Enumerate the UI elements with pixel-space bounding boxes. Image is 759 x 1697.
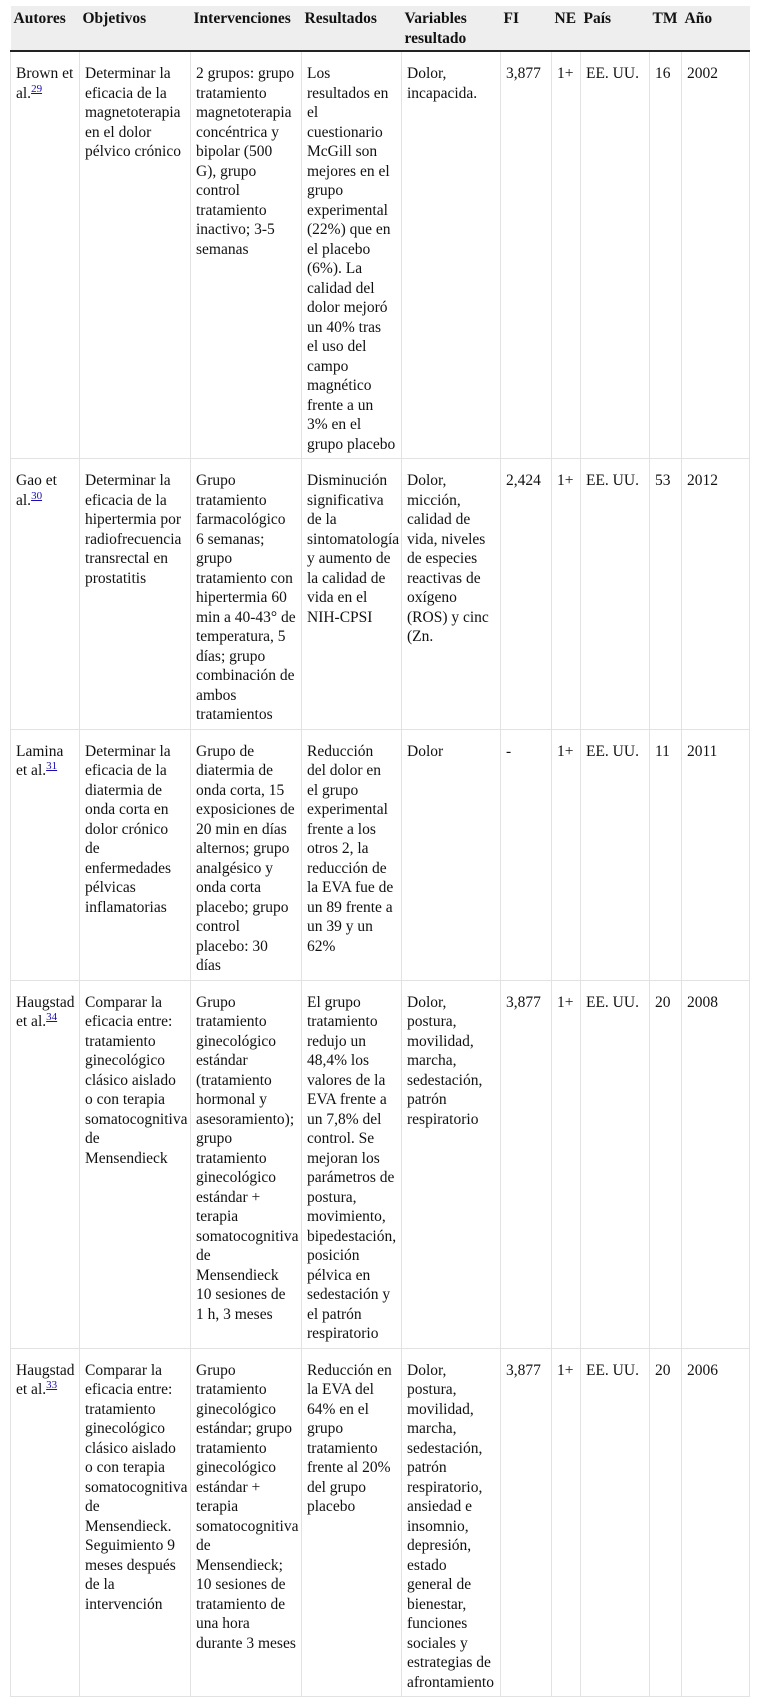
- cell-country: EE. UU.: [581, 51, 650, 459]
- cell-interventions: Grupo tratamiento ginecológico estándar; grupo tratamiento ginecológico estándar + terapia somatocognitiva de Mensendieck; 10 sesiones de tratamiento de una hora durante 3 meses: [191, 1348, 302, 1697]
- cell-country: EE. UU.: [581, 1348, 650, 1697]
- cell-year: 2006: [682, 1348, 750, 1697]
- header-variables-resultado: Variables resultado: [402, 6, 501, 51]
- cell-author: [11, 459, 80, 730]
- cell-fi: 3,877: [501, 980, 552, 1348]
- cell-interventions: Grupo tratamiento farmacológico 6 semanas; grupo tratamiento con hipertermia 60 min a 40-43° de temperatura, 5 días; grupo combinación de ambos tratamientos: [191, 459, 302, 730]
- cell-author: [11, 980, 80, 1348]
- cell-country: EE. UU.: [581, 729, 650, 980]
- author-name: Brown et al.: [16, 65, 74, 102]
- table-row: [11, 459, 750, 730]
- cell-results: Disminución significativa de la sintomatología y aumento de la calidad de vida en el NIH-CPSI: [302, 459, 402, 730]
- cell-objective: Determinar la eficacia de la magnetoterapia en el dolor pélvico crónico: [80, 51, 191, 459]
- reference-link[interactable]: 33: [46, 1379, 58, 1391]
- header-intervenciones: Intervenciones: [191, 6, 302, 51]
- cell-year: 2012: [682, 459, 750, 730]
- cell-tm: 53: [650, 459, 682, 730]
- table-row: [11, 980, 750, 1348]
- header-fi: FI: [501, 6, 552, 51]
- header-resultados: Resultados: [302, 6, 402, 51]
- cell-results: Reducción en la EVA del 64% en el grupo tratamiento frente al 20% del grupo placebo: [302, 1348, 402, 1697]
- cell-variables: Dolor, micción, calidad de vida, niveles de especies reactivas de oxígeno (ROS) y cinc (Zn.: [402, 459, 501, 730]
- cell-year: 2011: [682, 729, 750, 980]
- cell-objective: Comparar la eficacia entre: tratamiento ginecológico clásico aislado o con terapia somatocognitiva de Mensendieck: [80, 980, 191, 1348]
- cell-results: Los resultados en el cuestionario McGill son mejores en el grupo experimental (22%) que en el placebo (6%). La calidad del dolor mejoró un 40% tras el uso del campo magnético frente a un 3% en el grupo placebo: [302, 51, 402, 459]
- cell-ne: 1+: [552, 729, 581, 980]
- cell-tm: 16: [650, 51, 682, 459]
- cell-fi: 3,877: [501, 1348, 552, 1697]
- cell-objective: Determinar la eficacia de la diatermia de onda corta en dolor crónico de enfermedades pélvicas inflamatorias: [80, 729, 191, 980]
- cell-interventions: Grupo tratamiento ginecológico estándar (tratamiento hormonal y asesoramiento); grupo tratamiento ginecológico estándar + terapia somatocognitiva de Mensendieck 10 sesiones de 1 h, 3 meses: [191, 980, 302, 1348]
- author-name: Haugstad et al.: [16, 993, 75, 1030]
- cell-ne: 1+: [552, 1348, 581, 1697]
- header-ne: NE: [552, 6, 581, 51]
- cell-tm: 20: [650, 980, 682, 1348]
- header-tm: TM: [650, 6, 682, 51]
- cell-country: EE. UU.: [581, 459, 650, 730]
- cell-year: 2002: [682, 51, 750, 459]
- table-row: [11, 51, 750, 459]
- cell-interventions: Grupo de diatermia de onda corta, 15 exposiciones de 20 min en días alternos; grupo analgésico y onda corta placebo; grupo control placebo: 30 días: [191, 729, 302, 980]
- cell-country: EE. UU.: [581, 980, 650, 1348]
- cell-author: [11, 1348, 80, 1697]
- cell-variables: Dolor, postura, movilidad, marcha, sedestación, patrón respiratorio: [402, 980, 501, 1348]
- cell-variables: Dolor: [402, 729, 501, 980]
- cell-ne: 1+: [552, 459, 581, 730]
- reference-link[interactable]: 30: [31, 489, 43, 502]
- document-page: [10, 6, 749, 1697]
- cell-year: 2008: [682, 980, 750, 1348]
- cell-variables: Dolor, postura, movilidad, marcha, sedestación, patrón respiratorio, ansiedad e insomnio, depresión, estado general de bienestar, funciones sociales y estrategias de afrontamiento: [402, 1348, 501, 1697]
- cell-results: El grupo tratamiento redujo un 48,4% los valores de la EVA frente a un 7,8% del control. Se mejoran los parámetros de postura, movimiento, bipedestación, posición pélvica en sedestación y el patrón respiratorio: [302, 980, 402, 1348]
- reference-link[interactable]: 34: [46, 1011, 58, 1023]
- studies-table: [10, 6, 750, 1697]
- author-name: Haugstad et al.: [16, 1361, 75, 1398]
- cell-interventions: 2 grupos: grupo tratamiento magnetoterapia concéntrica y bipolar (500 G), grupo control tratamiento inactivo; 3-5 semanas: [191, 51, 302, 459]
- cell-objective: Determinar la eficacia de la hipertermia por radiofrecuencia transrectal en prostatitis: [80, 459, 191, 730]
- cell-ne: 1+: [552, 980, 581, 1348]
- author-name: Lamina et al.: [16, 742, 64, 779]
- cell-variables: Dolor, incapacida.: [402, 51, 501, 459]
- header-pais: País: [581, 6, 650, 51]
- cell-author: [11, 729, 80, 980]
- cell-tm: 20: [650, 1348, 682, 1697]
- table-row: [11, 1348, 750, 1697]
- cell-fi: 2,424: [501, 459, 552, 730]
- header-objetivos: Objetivos: [80, 6, 191, 51]
- cell-ne: 1+: [552, 51, 581, 459]
- reference-link[interactable]: 31: [46, 760, 58, 772]
- cell-author: [11, 51, 80, 459]
- cell-fi: 3,877: [501, 51, 552, 459]
- header-autores: Autores: [11, 6, 80, 51]
- table-row: [11, 729, 750, 980]
- table-header-row: [11, 6, 750, 51]
- cell-results: Reducción del dolor en el grupo experimental frente a los otros 2, la reducción de la EVA fue de un 89 frente a un 39 y un 62%: [302, 729, 402, 980]
- author-name: Gao et al.: [16, 472, 57, 509]
- cell-fi: -: [501, 729, 552, 980]
- header-ano: Año: [682, 6, 750, 51]
- reference-link[interactable]: 29: [31, 82, 43, 95]
- cell-tm: 11: [650, 729, 682, 980]
- cell-objective: Comparar la eficacia entre: tratamiento ginecológico clásico aislado o con terapia somatocognitiva de Mensendieck. Seguimiento 9 meses después de la intervención: [80, 1348, 191, 1697]
